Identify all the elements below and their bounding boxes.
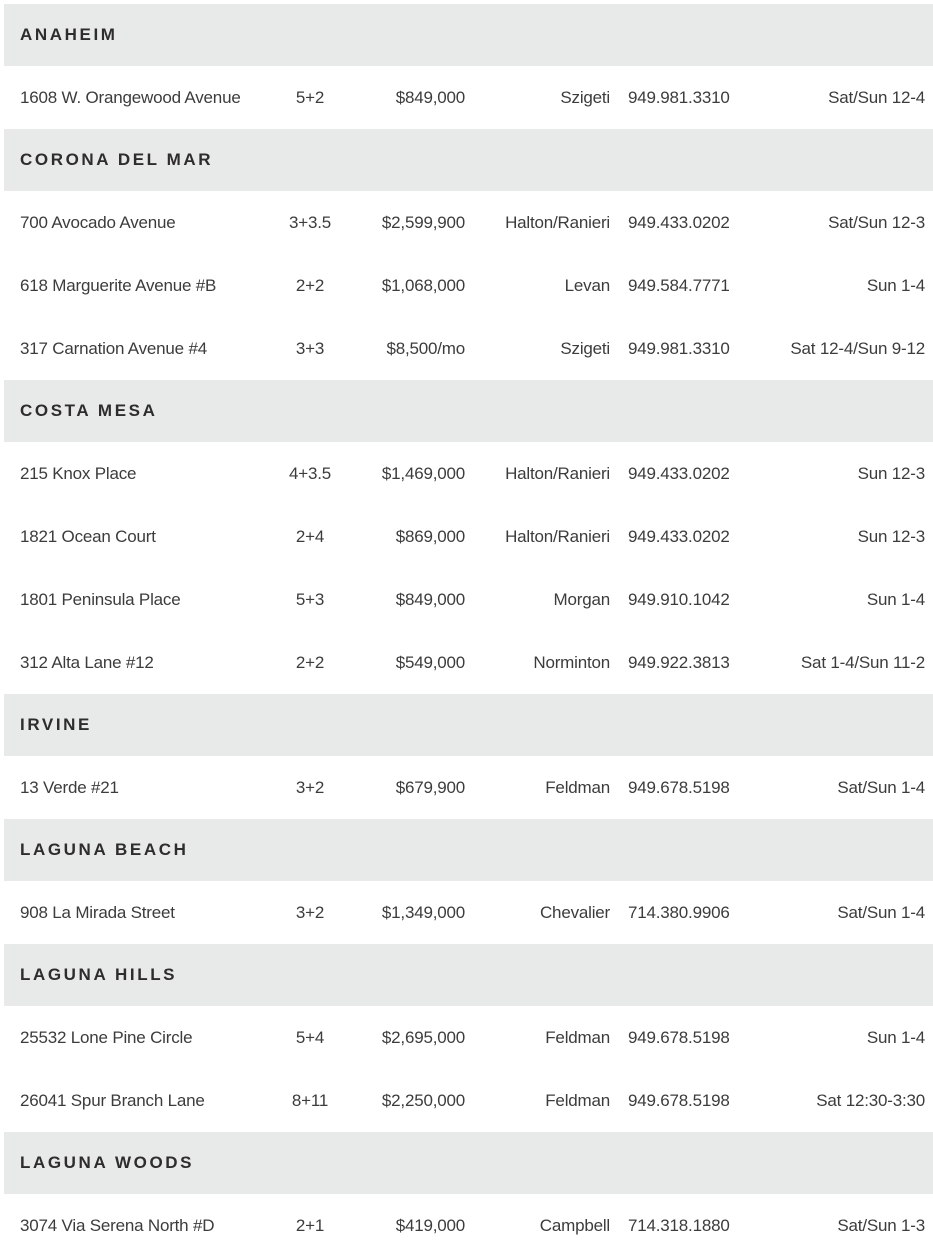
section-city-label: ANAHEIM bbox=[20, 25, 118, 44]
section-city-label: LAGUNA BEACH bbox=[20, 840, 189, 859]
listing-row bbox=[0, 254, 933, 317]
phone-cell: 949.678.5198 bbox=[628, 1090, 730, 1110]
agent-cell: Szigeti bbox=[560, 338, 610, 358]
agent-cell: Norminton bbox=[533, 652, 610, 672]
beds-baths-cell: 2+2 bbox=[295, 652, 325, 672]
listing-row bbox=[0, 756, 933, 819]
open-times-cell: Sat 12-4/Sun 9-12 bbox=[790, 338, 925, 358]
agent-cell: Chevalier bbox=[539, 902, 610, 922]
address-cell: 1801 Peninsula Place bbox=[20, 589, 181, 609]
price-cell: $8,500/mo bbox=[386, 338, 465, 358]
section-header bbox=[4, 944, 933, 1006]
listing-row bbox=[0, 631, 933, 694]
listing-row bbox=[0, 1194, 933, 1257]
address-cell: 700 Avocado Avenue bbox=[20, 212, 176, 232]
open-times-cell: Sat/Sun 12-4 bbox=[828, 87, 925, 107]
address-cell: 13 Verde #21 bbox=[20, 777, 119, 797]
section-city-label: LAGUNA WOODS bbox=[20, 1153, 195, 1172]
phone-cell: 714.318.1880 bbox=[628, 1215, 730, 1235]
beds-baths-cell: 2+1 bbox=[295, 1215, 325, 1235]
address-cell: 3074 Via Serena North #D bbox=[20, 1215, 215, 1235]
open-times-cell: Sat 1-4/Sun 11-2 bbox=[800, 652, 925, 672]
beds-baths-cell: 3+3 bbox=[295, 338, 325, 358]
price-cell: $1,068,000 bbox=[381, 275, 465, 295]
listing-row bbox=[0, 505, 933, 568]
phone-cell: 949.678.5198 bbox=[628, 777, 730, 797]
agent-cell: Feldman bbox=[545, 777, 610, 797]
open-times-cell: Sun 12-3 bbox=[857, 526, 925, 546]
phone-cell: 949.981.3310 bbox=[628, 87, 730, 107]
open-times-cell: Sat/Sun 1-4 bbox=[837, 902, 925, 922]
beds-baths-cell: 3+3.5 bbox=[288, 212, 331, 232]
open-times-cell: Sun 1-4 bbox=[866, 589, 925, 609]
price-cell: $679,900 bbox=[395, 777, 465, 797]
listing-row bbox=[0, 881, 933, 944]
open-times-cell: Sat/Sun 1-3 bbox=[837, 1215, 925, 1235]
price-cell: $1,469,000 bbox=[381, 463, 465, 483]
agent-cell: Feldman bbox=[545, 1090, 610, 1110]
section-header bbox=[4, 129, 933, 191]
listing-row bbox=[0, 317, 933, 380]
listing-row bbox=[0, 442, 933, 505]
section-city-label: LAGUNA HILLS bbox=[20, 965, 178, 984]
phone-cell: 949.584.7771 bbox=[628, 275, 730, 295]
beds-baths-cell: 4+3.5 bbox=[288, 463, 331, 483]
address-cell: 215 Knox Place bbox=[20, 463, 137, 483]
agent-cell: Halton/Ranieri bbox=[505, 463, 610, 483]
beds-baths-cell: 8+11 bbox=[291, 1090, 329, 1110]
price-cell: $869,000 bbox=[395, 526, 465, 546]
phone-cell: 949.433.0202 bbox=[628, 526, 730, 546]
address-cell: 908 La Mirada Street bbox=[20, 902, 175, 922]
address-cell: 1821 Ocean Court bbox=[20, 526, 156, 546]
section-city-label: CORONA DEL MAR bbox=[20, 150, 214, 169]
price-cell: $2,250,000 bbox=[381, 1090, 465, 1110]
open-times-cell: Sun 12-3 bbox=[857, 463, 925, 483]
open-times-cell: Sat/Sun 12-3 bbox=[828, 212, 925, 232]
listing-row bbox=[0, 1006, 933, 1069]
price-cell: $849,000 bbox=[395, 87, 465, 107]
section-header bbox=[4, 4, 933, 66]
section-city-label: COSTA MESA bbox=[20, 401, 158, 420]
phone-cell: 949.433.0202 bbox=[628, 212, 730, 232]
phone-cell: 949.981.3310 bbox=[628, 338, 730, 358]
open-times-cell: Sun 1-4 bbox=[866, 275, 925, 295]
listing-row bbox=[0, 66, 933, 129]
price-cell: $2,599,900 bbox=[381, 212, 465, 232]
price-cell: $419,000 bbox=[395, 1215, 465, 1235]
beds-baths-cell: 3+2 bbox=[295, 777, 325, 797]
open-times-cell: Sat 12:30-3:30 bbox=[816, 1090, 925, 1110]
agent-cell: Morgan bbox=[553, 589, 610, 609]
beds-baths-cell: 5+3 bbox=[295, 589, 325, 609]
agent-cell: Campbell bbox=[539, 1215, 610, 1235]
section-city-label: IRVINE bbox=[20, 715, 92, 734]
address-cell: 317 Carnation Avenue #4 bbox=[20, 338, 207, 358]
listing-row bbox=[0, 191, 933, 254]
listing-sections bbox=[0, 4, 933, 1257]
agent-cell: Feldman bbox=[545, 1027, 610, 1047]
address-cell: 312 Alta Lane #12 bbox=[20, 652, 154, 672]
beds-baths-cell: 3+2 bbox=[295, 902, 325, 922]
phone-cell: 949.910.1042 bbox=[628, 589, 730, 609]
beds-baths-cell: 5+2 bbox=[295, 87, 325, 107]
address-cell: 618 Marguerite Avenue #B bbox=[20, 275, 217, 295]
beds-baths-cell: 2+4 bbox=[295, 526, 325, 546]
price-cell: $849,000 bbox=[395, 589, 465, 609]
beds-baths-cell: 2+2 bbox=[295, 275, 325, 295]
agent-cell: Levan bbox=[564, 275, 610, 295]
price-cell: $1,349,000 bbox=[381, 902, 465, 922]
section-header bbox=[4, 694, 933, 756]
address-cell: 1608 W. Orangewood Avenue bbox=[20, 87, 241, 107]
phone-cell: 949.922.3813 bbox=[628, 652, 730, 672]
beds-baths-cell: 5+4 bbox=[295, 1027, 325, 1047]
price-cell: $549,000 bbox=[395, 652, 465, 672]
section-header bbox=[4, 819, 933, 881]
phone-cell: 949.678.5198 bbox=[628, 1027, 730, 1047]
open-times-cell: Sat/Sun 1-4 bbox=[837, 777, 925, 797]
agent-cell: Szigeti bbox=[560, 87, 610, 107]
listing-row bbox=[0, 1069, 933, 1132]
phone-cell: 949.433.0202 bbox=[628, 463, 730, 483]
phone-cell: 714.380.9906 bbox=[628, 902, 730, 922]
open-times-cell: Sun 1-4 bbox=[866, 1027, 925, 1047]
agent-cell: Halton/Ranieri bbox=[505, 212, 610, 232]
agent-cell: Halton/Ranieri bbox=[505, 526, 610, 546]
address-cell: 26041 Spur Branch Lane bbox=[20, 1090, 205, 1110]
price-cell: $2,695,000 bbox=[381, 1027, 465, 1047]
section-header bbox=[4, 1132, 933, 1194]
listing-row bbox=[0, 568, 933, 631]
address-cell: 25532 Lone Pine Circle bbox=[20, 1027, 193, 1047]
section-header bbox=[4, 380, 933, 442]
